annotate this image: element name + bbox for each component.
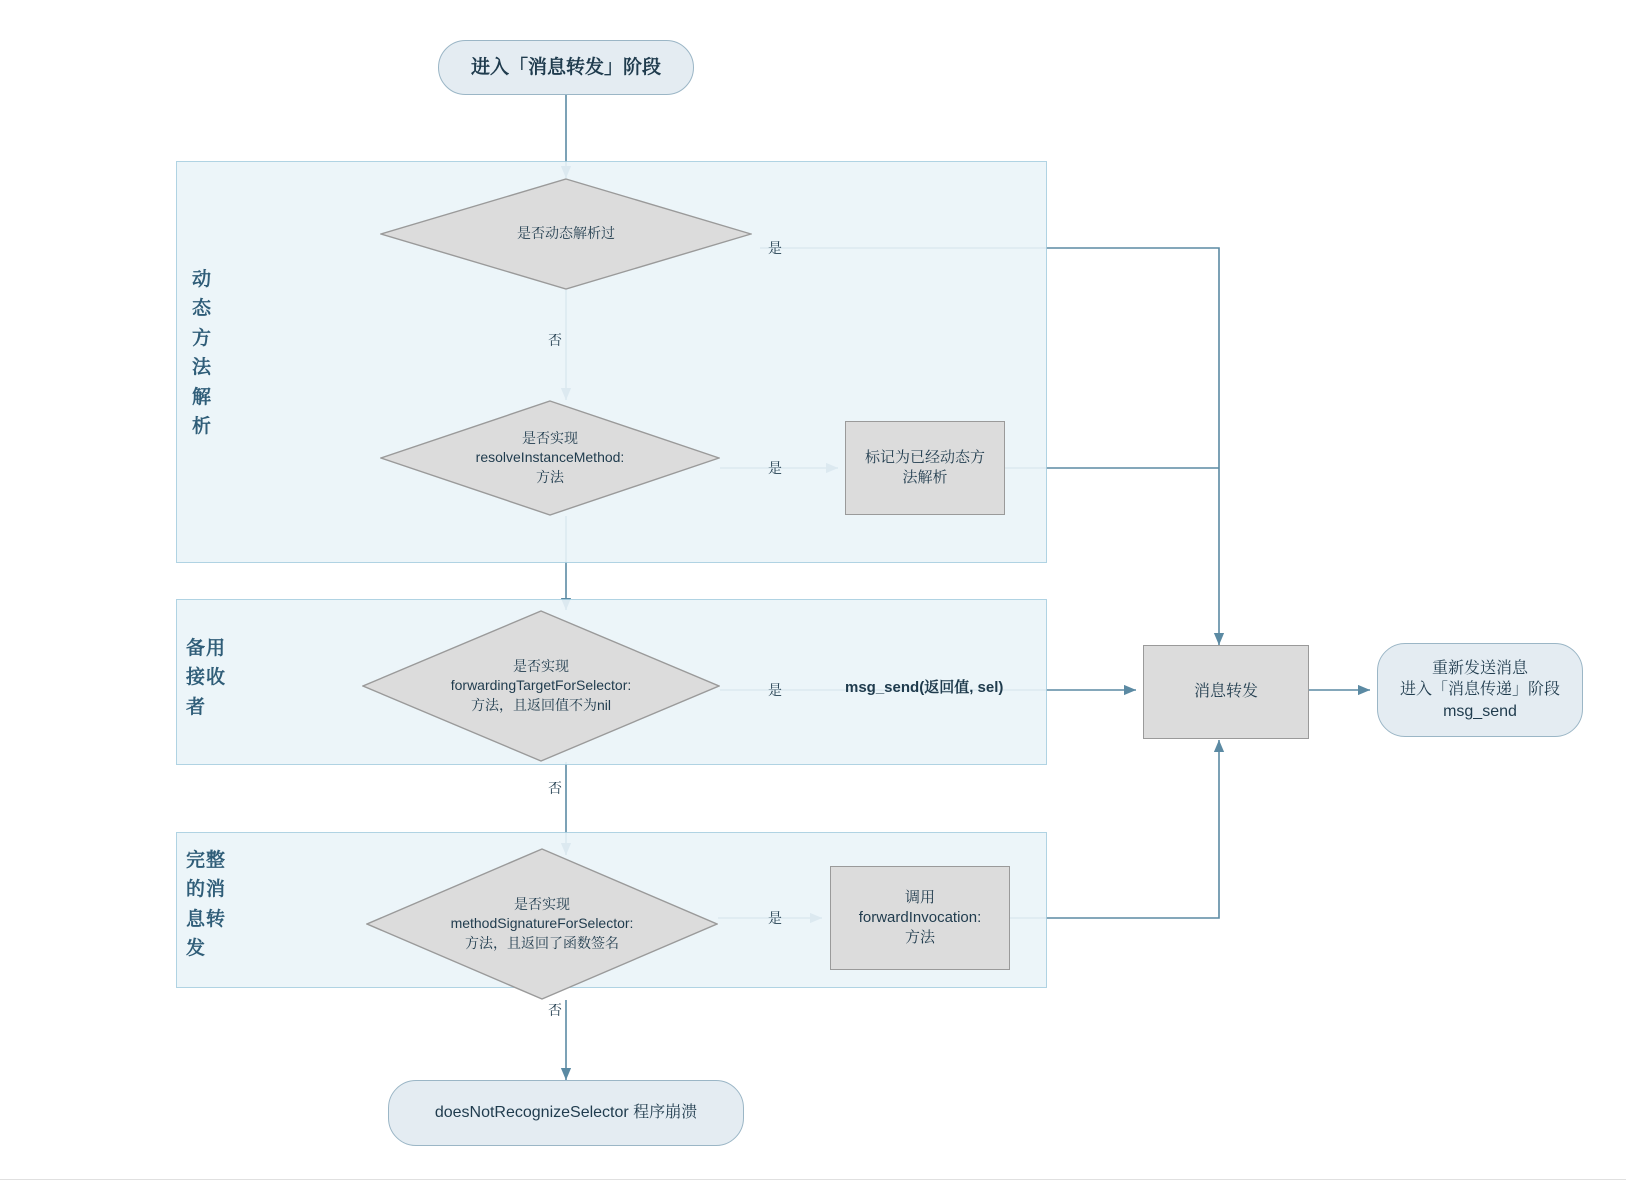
node-forward-invocation[interactable] [830,866,1010,970]
diamond-shape [380,400,720,516]
diamond-shape [366,848,718,1000]
edge-label-forwarding-target-action: msg_send(返回值, sel) [845,679,1004,696]
node-resolve-instance-method[interactable] [380,400,720,516]
diamond-shape [362,610,720,762]
line-1: 是否实现 [514,895,570,912]
node-resolved-check-label: 是否动态解析过 [517,225,615,242]
line-2: forwardingTargetForSelector: [450,677,632,694]
node-crash[interactable] [388,1080,744,1146]
node-forwarding-target[interactable] [362,610,720,762]
line-1: 重新发送消息 [1431,659,1528,677]
line-3: 方法 [535,468,564,485]
line-3: msg_send [1443,702,1517,720]
line-2: forwardInvocation: [858,908,982,926]
node-resolved-check[interactable] [380,178,752,290]
edge-label-resolve-method-yes: 是 [768,460,782,476]
line-1: 调用 [904,888,935,906]
line-1: 标记为已经动态方 [864,448,985,466]
diamond-shape [380,178,752,290]
node-message-forward-label: 消息转发 [1193,683,1258,701]
group-full-forwarding-label: 完整 的消 息转 发 [186,850,227,960]
node-crash-label: doesNotRecognizeSelector 程序崩溃 [434,1104,698,1122]
line-3: 方法 [904,929,935,947]
line-2: 进入「消息传递」阶段 [1399,681,1560,699]
line-3: 方法，且返回了函数签名 [465,934,619,951]
edge-label-resolved-yes: 是 [768,240,782,256]
line-1: 是否实现 [521,429,578,446]
node-mark-resolved[interactable] [845,421,1005,515]
edge-label-forwarding-target-no: 否 [548,780,562,796]
line-2: 法解析 [902,469,948,486]
line-2: resolveInstanceMethod: [475,449,625,466]
edge-label-method-signature-no: 否 [548,1002,562,1018]
group-backup-receiver-label: 备用 接收 者 [186,638,227,718]
node-resend[interactable] [1377,643,1583,737]
line-3: 方法，且返回值不为nil [470,696,611,713]
edge-label-resolved-no: 否 [548,332,562,348]
edge-label-method-signature-yes: 是 [768,910,782,926]
group-dynamic-resolution-label: 动 态 方 法 解 析 [192,269,213,438]
edge-label-forwarding-target-yes: 是 [768,682,782,698]
node-message-forward[interactable] [1143,645,1309,739]
node-start-label: 进入「消息转发」阶段 [470,56,661,78]
line-1: 是否实现 [513,657,569,674]
line-2: methodSignatureForSelector: [450,915,634,932]
node-start[interactable] [438,40,694,95]
node-method-signature[interactable] [366,848,718,1000]
